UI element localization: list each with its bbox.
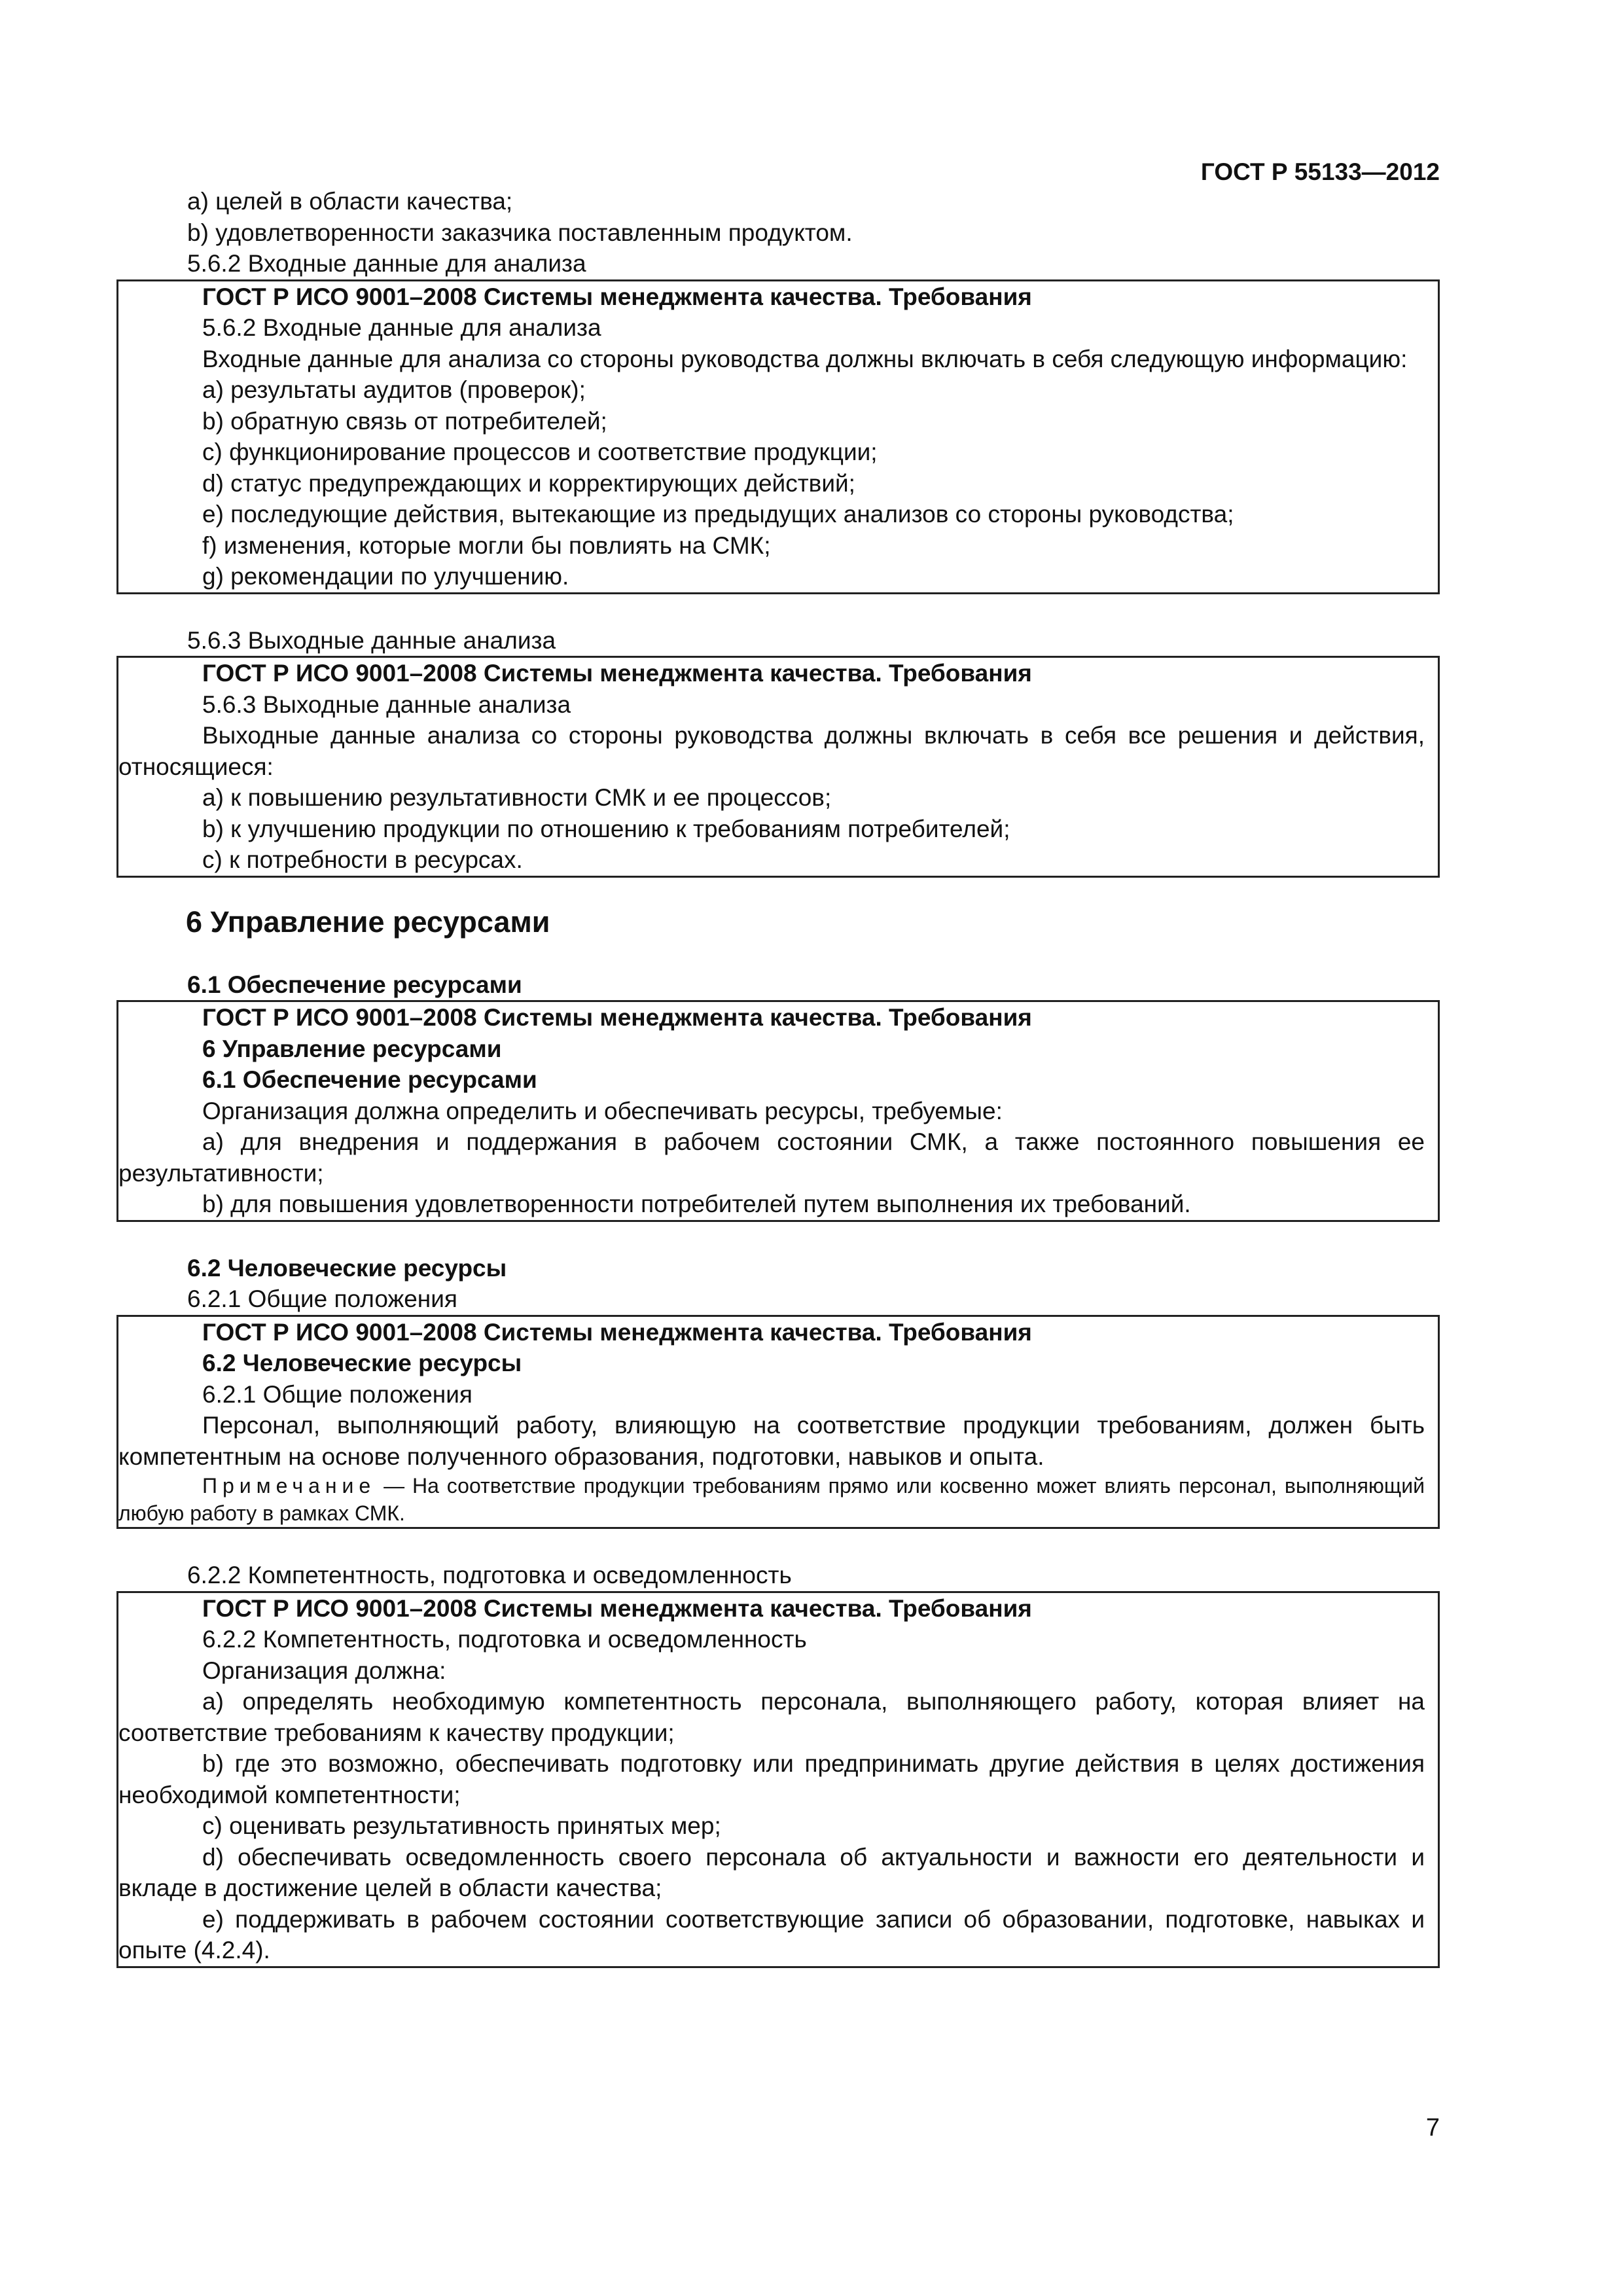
subsection-heading: 6.2 Человеческие ресурсы: [187, 1254, 507, 1282]
list-item: а) к повышению результативности СМК и ее процессов;: [202, 784, 832, 811]
list-item: а) для внедрения и поддержания в рабочем состоянии СМК, а также постоянного повышения ее результативности;: [118, 1128, 1425, 1187]
list-item: е) поддерживать в рабочем состоянии соответствующие записи об образовании, подготовке, навыках и опыте (4.2.4).: [118, 1905, 1425, 1964]
list-item: g) рекомендации по улучшению.: [202, 563, 569, 590]
list-item: d) обеспечивать осведомленность своего персонала об актуальности и важности его деятельности и вкладе в достижение целей в области качества;: [118, 1843, 1425, 1901]
list-item: а) определять необходимую компетентность персонала, выполняющего работу, которая влияет на соответствие требованиям к качеству продукции;: [118, 1688, 1425, 1746]
list-item: d) статус предупреждающих и корректирующих действий;: [202, 469, 855, 497]
quote-paragraph: Персонал, выполняющий работу, влияющую на соответствие продукции требованиям, должен быть компетентным на основе полученного образования, подготовки, навыков и опыта.: [118, 1412, 1425, 1470]
list-item: b) где это возможно, обеспечивать подготовку или предпринимать другие действия в целях достижения необходимой компетентности;: [118, 1750, 1425, 1808]
note-text: — На соответствие продукции требованиям прямо или косвенно может влиять персонал, выполняющий любую работу в рамках СМК.: [118, 1474, 1425, 1525]
quote-box: [116, 1000, 1440, 1222]
quote-box-title: ГОСТ Р ИСО 9001–2008 Системы менеджмента качества. Требования: [202, 283, 1032, 310]
quote-paragraph: Выходные данные анализа со стороны руководства должны включать в себя все решения и действия, относящиеся:: [118, 722, 1425, 780]
list-item: b) удовлетворенности заказчика поставленным продуктом.: [187, 219, 853, 246]
list-item: а) результаты аудитов (проверок);: [202, 376, 586, 403]
quote-box: [116, 1315, 1440, 1530]
quote-clause: 6.2 Человеческие ресурсы: [202, 1350, 522, 1376]
quote-clause: 5.6.3 Выходные данные анализа: [202, 691, 571, 718]
page-number: 7: [1425, 2114, 1440, 2142]
quote-box: [116, 1591, 1440, 1968]
quote-box-title: ГОСТ Р ИСО 9001–2008 Системы менеджмента качества. Требования: [202, 660, 1032, 687]
list-item: а) целей в области качества;: [187, 188, 513, 215]
list-item: f) изменения, которые могли бы повлиять на СМК;: [202, 531, 771, 559]
quote-clause: 6.1 Обеспечение ресурсами: [202, 1066, 537, 1093]
subsection-heading: 5.6.3 Выходные данные анализа: [187, 626, 556, 654]
quote-box-title: ГОСТ Р ИСО 9001–2008 Системы менеджмента качества. Требования: [202, 1318, 1032, 1346]
quote-paragraph: Организация должна определить и обеспечивать ресурсы, требуемые:: [202, 1097, 1003, 1124]
list-item: с) к потребности в ресурсах.: [202, 846, 523, 873]
subsection-heading: 5.6.2 Входные данные для анализа: [187, 250, 586, 277]
list-item: b) к улучшению продукции по отношению к требованиям потребителей;: [202, 815, 1010, 842]
subsection-heading: 6.2.2 Компетентность, подготовка и осведомленность: [187, 1562, 792, 1588]
list-item: е) последующие действия, вытекающие из предыдущих анализов со стороны руководства;: [202, 501, 1234, 528]
quote-paragraph: Входные данные для анализа со стороны руководства должны включать в себя следующую информацию:: [202, 345, 1408, 372]
note-label: Примечание: [202, 1474, 376, 1498]
quote-clause: 6.2.2 Компетентность, подготовка и осведомленность: [202, 1626, 807, 1653]
quote-clause: 5.6.2 Входные данные для анализа: [202, 314, 601, 341]
document-code: ГОСТ Р 55133—2012: [1200, 158, 1440, 185]
list-item: с) оценивать результативность принятых мер;: [202, 1812, 721, 1839]
page-content: [116, 186, 1440, 1968]
quote-clause: 6.2.1 Общие положения: [202, 1380, 473, 1408]
list-item: b) для повышения удовлетворенности потребителей путем выполнения их требований.: [202, 1191, 1191, 1217]
quote-box-title: ГОСТ Р ИСО 9001–2008 Системы менеджмента качества. Требования: [202, 1594, 1032, 1622]
section-title: 6 Управление ресурсами: [186, 905, 550, 939]
quote-clause: 6 Управление ресурсами: [202, 1035, 502, 1062]
quote-box: [116, 279, 1440, 594]
quote-paragraph: Организация должна:: [202, 1657, 446, 1684]
note: [118, 1472, 1425, 1527]
quote-box-title: ГОСТ Р ИСО 9001–2008 Системы менеджмента качества. Требования: [202, 1004, 1032, 1031]
list-item: с) функционирование процессов и соответствие продукции;: [202, 439, 878, 465]
subsection-heading: 6.2.1 Общие положения: [187, 1285, 457, 1312]
quote-box: [116, 656, 1440, 878]
list-item: b) обратную связь от потребителей;: [202, 407, 607, 435]
subsection-heading: 6.1 Обеспечение ресурсами: [187, 971, 522, 998]
